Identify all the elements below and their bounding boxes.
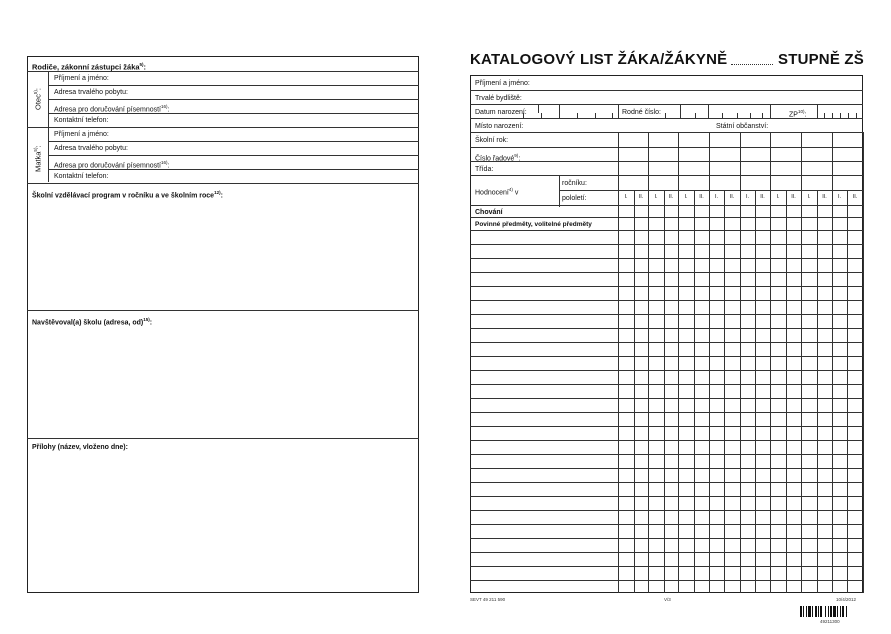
grid-row-line (470, 161, 863, 162)
subject-row-line (470, 398, 863, 399)
subject-row-line (470, 412, 863, 413)
evaluation-label: Hodnocení$^{4)}$ v (475, 187, 519, 197)
half-year-cell: I. (837, 194, 842, 200)
matka-mail-address-label: Adresa pro doručování písemností$^{16)}$: (54, 160, 170, 170)
half-year-cell: II. (791, 194, 796, 200)
barcode-bar (812, 606, 813, 617)
barcode-bar (803, 606, 804, 617)
matka-name-label: Příjmení a jméno: (54, 131, 109, 138)
subject-row-line (470, 384, 863, 385)
subject-row-line (470, 538, 863, 539)
right-form-frame (470, 75, 863, 593)
birth-date-label: Datum narození: (475, 109, 527, 116)
subject-row-line (470, 552, 863, 553)
barcode-bar (846, 606, 847, 617)
half-year-cell: I. (684, 194, 688, 200)
citizenship-label: Státní občanství: (716, 123, 769, 130)
otec-name-label: Příjmení a jméno: (54, 75, 109, 82)
subject-row-line (470, 286, 863, 287)
footer-date: 10/4/2012 (836, 597, 857, 602)
grid-row-line (470, 147, 863, 148)
half-year-label: pololetí: (562, 195, 587, 202)
subject-row-line (470, 244, 863, 245)
name-label: Příjmení a jméno: (475, 80, 530, 87)
half-year-cell: I. (745, 194, 750, 200)
subject-row-line (470, 566, 863, 567)
grid-column-line (694, 190, 695, 593)
half-year-cell: II. (822, 194, 827, 200)
grade-year-label: ročníku: (562, 180, 587, 187)
class-label: Třída: (475, 166, 494, 173)
birth-number-tick (750, 113, 751, 118)
grid-column-line (634, 190, 635, 593)
barcode-bar (808, 606, 811, 617)
attachments-label: Přílohy (název, vloženo dne): (32, 444, 128, 451)
half-year-cell: I. (807, 194, 811, 200)
barcode-bar (815, 606, 817, 617)
barcode (800, 606, 862, 617)
parents-header: Rodiče, zákonní zástupci žáka$^{5)}$: (32, 62, 147, 72)
subject-row-line (470, 580, 863, 581)
subject-row-line (470, 440, 863, 441)
grid-row-line (470, 230, 863, 231)
subject-row-line (470, 272, 863, 273)
half-year-cell: I. (624, 194, 628, 200)
birth-date-tick (541, 113, 542, 118)
grid-column-line (786, 190, 787, 593)
matka-address-label: Adresa trvalého pobytu: (54, 145, 128, 152)
school-year-label: Školní rok: (475, 137, 509, 144)
barcode-bar (820, 606, 822, 617)
barcode-number: 49211300 (820, 619, 840, 624)
grid-column-line (724, 190, 725, 593)
grid-row-line (470, 175, 863, 176)
birth-number-label: Rodné číslo: (622, 109, 661, 116)
birth-number-tick (665, 113, 666, 118)
half-year-cell: II. (668, 194, 674, 200)
subject-row-line (470, 258, 863, 259)
half-year-cell: I. (714, 194, 719, 200)
subject-row-line (470, 356, 863, 357)
catalog-title-suffix: STUPNĚ ZŠ (778, 51, 864, 68)
barcode-bar (830, 606, 832, 617)
footer-code: SEVT 49 211 590 (470, 597, 506, 602)
subject-row-line (470, 454, 863, 455)
subject-row-line (470, 328, 863, 329)
otec-mail-address-label: Adresa pro doručování písemností$^{16)}$: (54, 104, 170, 114)
barcode-bar (842, 606, 844, 617)
barcode-bar (818, 606, 819, 617)
barcode-bar (825, 606, 826, 617)
half-year-cell: II. (852, 194, 858, 200)
matka-phone-label: Kontaktní telefon: (54, 173, 109, 180)
subject-row-line (470, 468, 863, 469)
footer-version: V/3 (664, 597, 671, 602)
matka-label: Matka$^{5)}$: (33, 145, 43, 172)
subject-row-line (470, 524, 863, 525)
catalog-title: KATALOGOVÝ LIST ŽÁKA/ŽÁKYNĚ (470, 51, 728, 68)
subject-row-line (470, 342, 863, 343)
otec-phone-label: Kontaktní telefon: (54, 117, 109, 124)
birth-date-tick (559, 113, 560, 118)
grid-row-line (470, 217, 863, 218)
grid-column-line (817, 190, 818, 593)
barcode-bar (837, 606, 838, 617)
grid-column-line (847, 190, 848, 593)
grid-column-line (755, 190, 756, 593)
residence-label: Trvalé bydliště: (475, 95, 522, 102)
half-year-cell: I. (776, 194, 780, 200)
birth-place-label: Místo narození: (475, 123, 524, 130)
subject-row-line (470, 314, 863, 315)
half-year-cell: II. (760, 194, 765, 200)
subject-row-line (470, 300, 863, 301)
half-year-cell: II. (729, 194, 735, 200)
half-year-cell: II. (699, 194, 704, 200)
program-label: Školní vzdělávací program v ročníku a ve školním roce$^{12)}$: (32, 190, 223, 200)
birth-date-tick (577, 113, 578, 118)
subject-row-line (470, 426, 863, 427)
class-number-label: Číslo řadové$^{9)}$: (475, 153, 521, 163)
otec-address-label: Adresa trvalého pobytu: (54, 89, 128, 96)
birth-date-tick (612, 113, 613, 118)
barcode-bar (800, 606, 802, 617)
grid-column-line (664, 190, 665, 593)
birth-number-tick (762, 113, 763, 118)
subject-row-line (470, 496, 863, 497)
half-year-cell: I. (654, 194, 658, 200)
barcode-bar (840, 606, 841, 617)
subject-row-line (470, 510, 863, 511)
birth-number-tick (722, 113, 723, 118)
subject-row-line (470, 482, 863, 483)
grade-stage-blank (731, 64, 773, 65)
barcode-bar (833, 606, 836, 617)
subjects-header: Povinné předměty, volitelné předměty (475, 221, 592, 228)
birth-number-tick (737, 113, 738, 118)
birth-date-tick (523, 113, 524, 118)
school-attended-label: Navštěvoval(a) školu (adresa, od)$^{15)}$: (32, 317, 153, 327)
barcode-bar (828, 606, 829, 617)
zp-label: ZP$^{10)}$: (789, 109, 807, 119)
subject-row-line (470, 370, 863, 371)
grid-row-line (470, 205, 863, 206)
barcode-bar (806, 606, 807, 617)
grid-column-line (863, 132, 864, 593)
birth-date-tick (595, 113, 596, 118)
birth-number-tick (680, 113, 681, 118)
otec-label: Otec$^{5)}$: (33, 88, 43, 110)
birth-number-tick (708, 113, 709, 118)
half-year-cell: II. (638, 194, 644, 200)
behavior-label: Chování (475, 209, 503, 216)
birth-number-tick (695, 113, 696, 118)
